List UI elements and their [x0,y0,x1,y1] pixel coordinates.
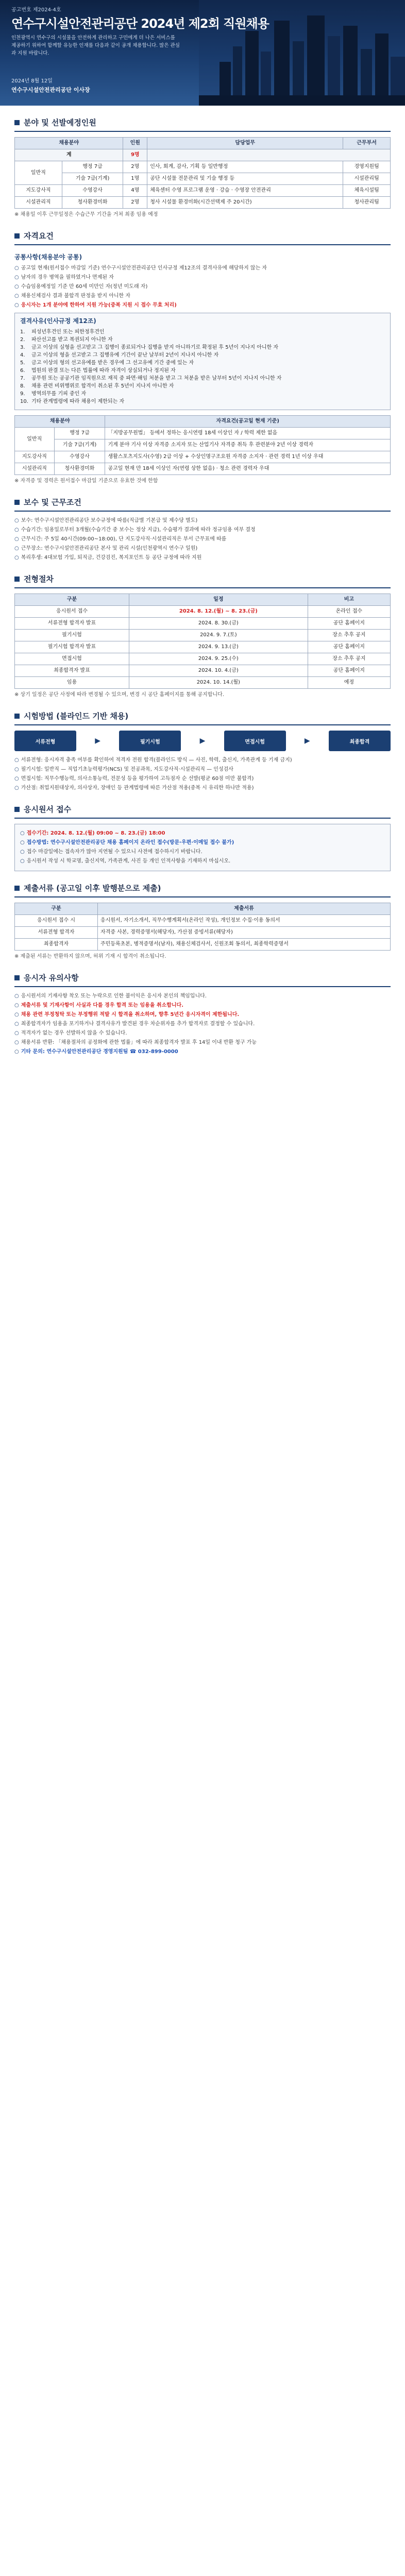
th-dept: 근무부서 [343,138,391,149]
list-item: 10. 기타 관계법령에 따라 채용이 제한되는 자 [20,399,125,404]
step-final: 최종합격 [329,731,391,751]
section-title-caution: 응시자 유의사항 [14,972,391,987]
table-row: 필기시험 합격자 발표 2024. 9. 13.(금) 공단 홈페이지 [15,641,391,653]
arrow-right-icon: ▶ [199,737,206,745]
list-item: ○ 접수 마감일에는 접속자가 많아 지연될 수 있으니 사전에 접수하시기 바랍니다. [20,849,202,855]
process-table: 구분 일정 비고 응시원서 접수 2024. 8. 12.(월) ~ 8. 23.(금) 온라인 접수 서류전형 합격자 발표 2024. 8. 30.(금) 공단 홈페이지 필기시험 2024. 9. 7.(토) 장소 추후 공지 필기시험 합격자 발표 2024. 9. 13.(금) 공단 홈페이지 면접시험 2024. 9. 25.(수) 장소 추후 공지 최종합격자 발표 2024. 10. 4.(금) 공단 홈페이지 임용 2024. 10. 14.(월) 예정 [14,594,391,689]
caution-list [14,992,391,1056]
list-item: ○ 면접시험: 직무수행능력, 의사소통능력, 전문성 등을 평가하여 고득점자 순 선발(평균 60점 미만 불합격) [14,776,254,782]
section-title-pay: 보수 및 근무조건 [14,497,391,512]
list-item: ○ 근무장소: 연수구시설안전관리공단 본사 및 관리 시설(인천광역시 연수구 일원) [14,546,198,551]
pay-list [14,517,391,562]
process-note: ※ 상기 일정은 공단 사정에 따라 변경될 수 있으며, 변경 시 공단 홈페이지를 통해 공지합니다. [14,692,224,698]
list-item: 3. 금고 이상의 실형을 선고받고 그 집행이 종료되거나 집행을 받지 아니하기로 확정된 후 5년이 지나지 아니한 자 [20,345,279,350]
table-row: 임용 2024. 10. 14.(월) 예정 [15,677,391,689]
list-item: 7. 공무원 또는 공공기관 임직원으로 재직 중 파면·해임 처분을 받고 그 처분을 받은 날부터 5년이 지나지 아니한 자 [20,376,282,381]
table-row: 기술 7급(기계) 기계 분야 기사 이상 자격증 소지자 또는 산업기사 자격증 취득 후 관련분야 2년 이상 경력자 [15,439,391,451]
th-duty: 담당업무 [147,138,343,149]
list-item: ○ 응시원서의 기재사항 착오 또는 누락으로 인한 불이익은 응시자 본인의 책임입니다. [14,993,207,999]
table-row: 응시원서 접수 시 응시원서, 자기소개서, 직무수행계획서(온라인 작성), 개인정보 수집·이용 동의서 [15,915,391,927]
apply-box [14,824,391,871]
step-written: 필기시험 [119,731,181,751]
qual-field-table: 채용분야 자격요건(공고일 현재 기준) 일반직 행정 7급 「지방공무원법」 등에서 정하는 응시연령 18세 이상인 자 / 학력 제한 없음 기술 7급(기계) 기계 분야 기사 이상 자격증 소지자 또는 산업기사 자격증 취득 후 관련분야 2년 이상 경력자 지도강사직 수영강사 생활스포츠지도사(수영) 2급 이상 + 수상인명구조요원 자격증 소지자 · 관련 경력 1년 이상 우대 시설관리직 청사환경미화 공고일 현재 만 18세 이상인 자(연령 상한 없음) · 청소 관련 경력자 우대 [14,415,391,475]
square-bullet-icon [14,233,20,239]
arrow-right-icon: ▶ [304,737,310,745]
list-item: ○ 채용 관련 부정청탁 또는 부정행위 적발 시 합격을 취소하며, 향후 5년간 응시자격이 제한됩니다. [14,1012,240,1018]
list-item: ○ 복리후생: 4대보험 가입, 퇴직금, 건강검진, 복지포인트 등 공단 규정에 따라 지원 [14,555,202,561]
notice-number: 공고번호 제2024-4호 [11,7,61,13]
square-bullet-icon [14,577,20,582]
square-bullet-icon [14,714,20,719]
square-bullet-icon [14,975,20,980]
list-item: ○ 채용신체검사 결과 불합격 판정을 받지 아니한 자 [14,293,131,299]
table-row: 지도강사직 수영강사 4명 체육센터 수영 프로그램 운영 · 강습 · 수영장 안전관리 체육시설팀 [15,185,391,197]
arrow-right-icon: ▶ [95,737,101,745]
list-item: ○ 응시원서 작성 시 학교명, 출신지역, 가족관계, 사진 등 개인 인적사항을 기재하지 마십시오. [20,858,231,864]
list-item: ○ 응시자는 1개 분야에 한하여 지원 가능(중복 지원 시 접수 무효 처리) [14,302,177,308]
notice-issuer: 연수구시설안전관리공단 이사장 [11,87,90,93]
section-title-process: 전형절차 [14,573,391,588]
qual-common-title: 공통사항(채용분야 공통) [14,253,82,261]
recruit-note: ※ 채용일 이후 근무일정은 수습근무 기간을 거쳐 최종 임용 예정 [14,212,158,217]
qual-field-note: ※ 자격증 및 경력은 원서접수 마감일 기준으로 유효한 것에 한함 [14,478,158,484]
table-row: 최종합격자 주민등록초본, 병적증명서(남자), 채용신체검사서, 신원조회 동의서, 최종학력증명서 [15,939,391,951]
table-row: 일반직 행정 7급 「지방공무원법」 등에서 정하는 응시연령 18세 이상인 자 / 학력 제한 없음 [15,428,391,439]
table-row-total: 계 9명 [15,149,391,161]
table-row: 서류전형 합격자 발표 2024. 8. 30.(금) 공단 홈페이지 [15,618,391,630]
notice-date: 2024년 8월 12일 [11,78,53,84]
list-item: 2. 파산선고를 받고 복권되지 아니한 자 [20,337,113,343]
list-item: ○ 가산점: 취업지원대상자, 의사상자, 장애인 등 관계법령에 따른 가산점 적용(중복 시 유리한 하나만 적용) [14,785,254,791]
table-row: 필기시험 2024. 9. 7.(토) 장소 추후 공지 [15,630,391,641]
docs-note: ※ 제출된 서류는 반환하지 않으며, 허위 기재 시 합격이 취소됩니다. [14,954,166,959]
notice-title: 연수구시설안전관리공단 2024년 제2회 직원채용 [11,16,269,31]
list-item: 5. 금고 이상의 형의 선고유예를 받은 경우에 그 선고유예 기간 중에 있는 자 [20,360,194,366]
list-item: ○ 채용서류 반환: 「채용절차의 공정화에 관한 법률」에 따라 최종합격자 발표 후 14일 이내 반환 청구 가능 [14,1040,257,1045]
section-title-qualification: 자격요건 [14,230,391,245]
table-row: 서류전형 합격자 자격증 사본, 경력증명서(해당자), 가산점 증빙서류(해당자) [15,927,391,939]
table-row: 지도강사직 수영강사 생활스포츠지도사(수영) 2급 이상 + 수상인명구조요원 자격증 소지자 · 관련 경력 1년 이상 우대 [15,451,391,463]
list-item: ○ 보수: 연수구시설안전관리공단 보수규정에 따름(직급별 기본급 및 제수당 별도) [14,518,198,523]
list-item: ○ 남자의 경우 병역을 필하였거나 면제된 자 [14,275,114,280]
notice-intro: 인천광역시 연수구의 시설물을 안전하게 관리하고 구민에게 더 나은 서비스를 제공하기 위하여 함께할 유능한 인재를 다음과 같이 공개 채용합니다. 많은 관심과 지원 바랍니다. [11,35,180,56]
th-field: 채용분야 [15,138,123,149]
list-item: ○ 적격자가 없는 경우 선발하지 않을 수 있습니다. [14,1030,127,1036]
list-item: ○ 수습임용예정일 기준 만 60세 미만인 자(정년 미도래 자) [14,284,148,290]
list-item: 9. 병역의무를 기피 중인 자 [20,391,87,397]
list-item: 8. 채용 관련 비위행위로 합격이 취소된 후 5년이 지나지 아니한 자 [20,383,174,389]
table-row: 시설관리직 청사환경미화 2명 청사 시설물 환경미화(시간선택제 주 20시간) 청사관리팀 [15,197,391,209]
list-item: ○ 근무시간: 주 5일 40시간(09:00~18:00), 단 지도강사직·시설관리직은 부서 근무표에 따름 [14,536,227,542]
table-row: 응시원서 접수 2024. 8. 12.(월) ~ 8. 23.(금) 온라인 접수 [15,606,391,618]
list-item: ○ 서류전형: 응시자격 충족 여부를 확인하여 적격자 전원 합격(블라인드 방식 — 사진, 학력, 출신지, 가족관계 등 기재 금지) [14,757,292,763]
square-bullet-icon [14,807,20,812]
exam-steps [14,731,391,751]
list-item: ○ 접수방법: 연수구시설안전관리공단 채용 홈페이지 온라인 접수(방문·우편·이메일 접수 불가) [20,840,234,845]
list-item: ○ 제출서류 및 기재사항이 사실과 다를 경우 합격 또는 임용을 취소합니다. [14,1003,184,1008]
section-title-recruit: 분야 및 선발예정인원 [14,117,391,132]
square-bullet-icon [14,886,20,891]
table-row: 최종합격자 발표 2024. 10. 4.(금) 공단 홈페이지 [15,665,391,677]
table-row: 일반직 행정 7급 2명 인사, 회계, 감사, 기획 등 일반행정 경영지원팀 [15,161,391,173]
list-item: ○ 최종합격자가 임용을 포기하거나 결격사유가 발견된 경우 차순위자를 추가 합격자로 결정할 수 있습니다. [14,1021,255,1027]
th-count: 인원 [123,138,147,149]
table-row: 기술 7급(기계) 1명 공단 시설물 전문관리 및 기술 행정 등 시설관리팀 [15,173,391,185]
square-bullet-icon [14,120,20,125]
qual-disq-title: 결격사유(인사규정 제12조) [20,317,96,325]
recruit-table [14,137,391,209]
list-item: 4. 금고 이상의 형을 선고받고 그 집행유예 기간이 끝난 날부터 2년이 지나지 아니한 자 [20,352,219,358]
list-item: 6. 법원의 판결 또는 다른 법률에 따라 자격이 상실되거나 정지된 자 [20,368,176,374]
list-item: ○ 기타 문의: 연수구시설안전관리공단 경영지원팀 ☎ 032-899-0000 [14,1049,178,1055]
list-item: ○ 접수기간: 2024. 8. 12.(월) 09:00 ~ 8. 23.(금) 18:00 [20,831,165,836]
section-title-exam: 시험방법 (블라인드 기반 채용) [14,710,391,725]
step-interview: 면접시험 [224,731,286,751]
disqualification-box [14,313,391,410]
section-title-docs: 제출서류 (공고일 이후 발행분으로 제출) [14,883,391,897]
header-banner [0,0,405,106]
list-item: ○ 공고일 현재(원서접수 마감일 기준) 연수구시설안전관리공단 인사규정 제12조의 결격사유에 해당하지 않는 자 [14,265,267,271]
step-document: 서류전형 [14,731,76,751]
table-row: 면접시험 2024. 9. 25.(수) 장소 추후 공지 [15,653,391,665]
list-item: ○ 필기시험: 일반직 — 직업기초능력평가(NCS) 및 전공과목, 지도강사직·시설관리직 — 인성검사 [14,767,233,772]
list-item: ○ 수습기간: 임용일로부터 3개월(수습기간 중 보수는 정상 지급), 수습평가 결과에 따라 정규임용 여부 결정 [14,527,256,533]
table-row: 시설관리직 청사환경미화 공고일 현재 만 18세 이상인 자(연령 상한 없음) · 청소 관련 경력자 우대 [15,463,391,475]
list-item: 1. 피성년후견인 또는 피한정후견인 [20,329,105,335]
notice-content [0,117,405,1056]
section-title-apply: 응시원서 접수 [14,804,391,819]
docs-table: 구분 제출서류 응시원서 접수 시 응시원서, 자기소개서, 직무수행계획서(온라인 작성), 개인정보 수집·이용 동의서 서류전형 합격자 자격증 사본, 경력증명서(해당자), 가산점 증빙서류(해당자) 최종합격자 주민등록초본, 병적증명서(남자), 채용신체검사서, 신원조회 동의서, 최종학력증명서 [14,903,391,951]
square-bullet-icon [14,500,20,505]
exam-list [14,756,391,792]
qual-common-list [14,264,391,310]
